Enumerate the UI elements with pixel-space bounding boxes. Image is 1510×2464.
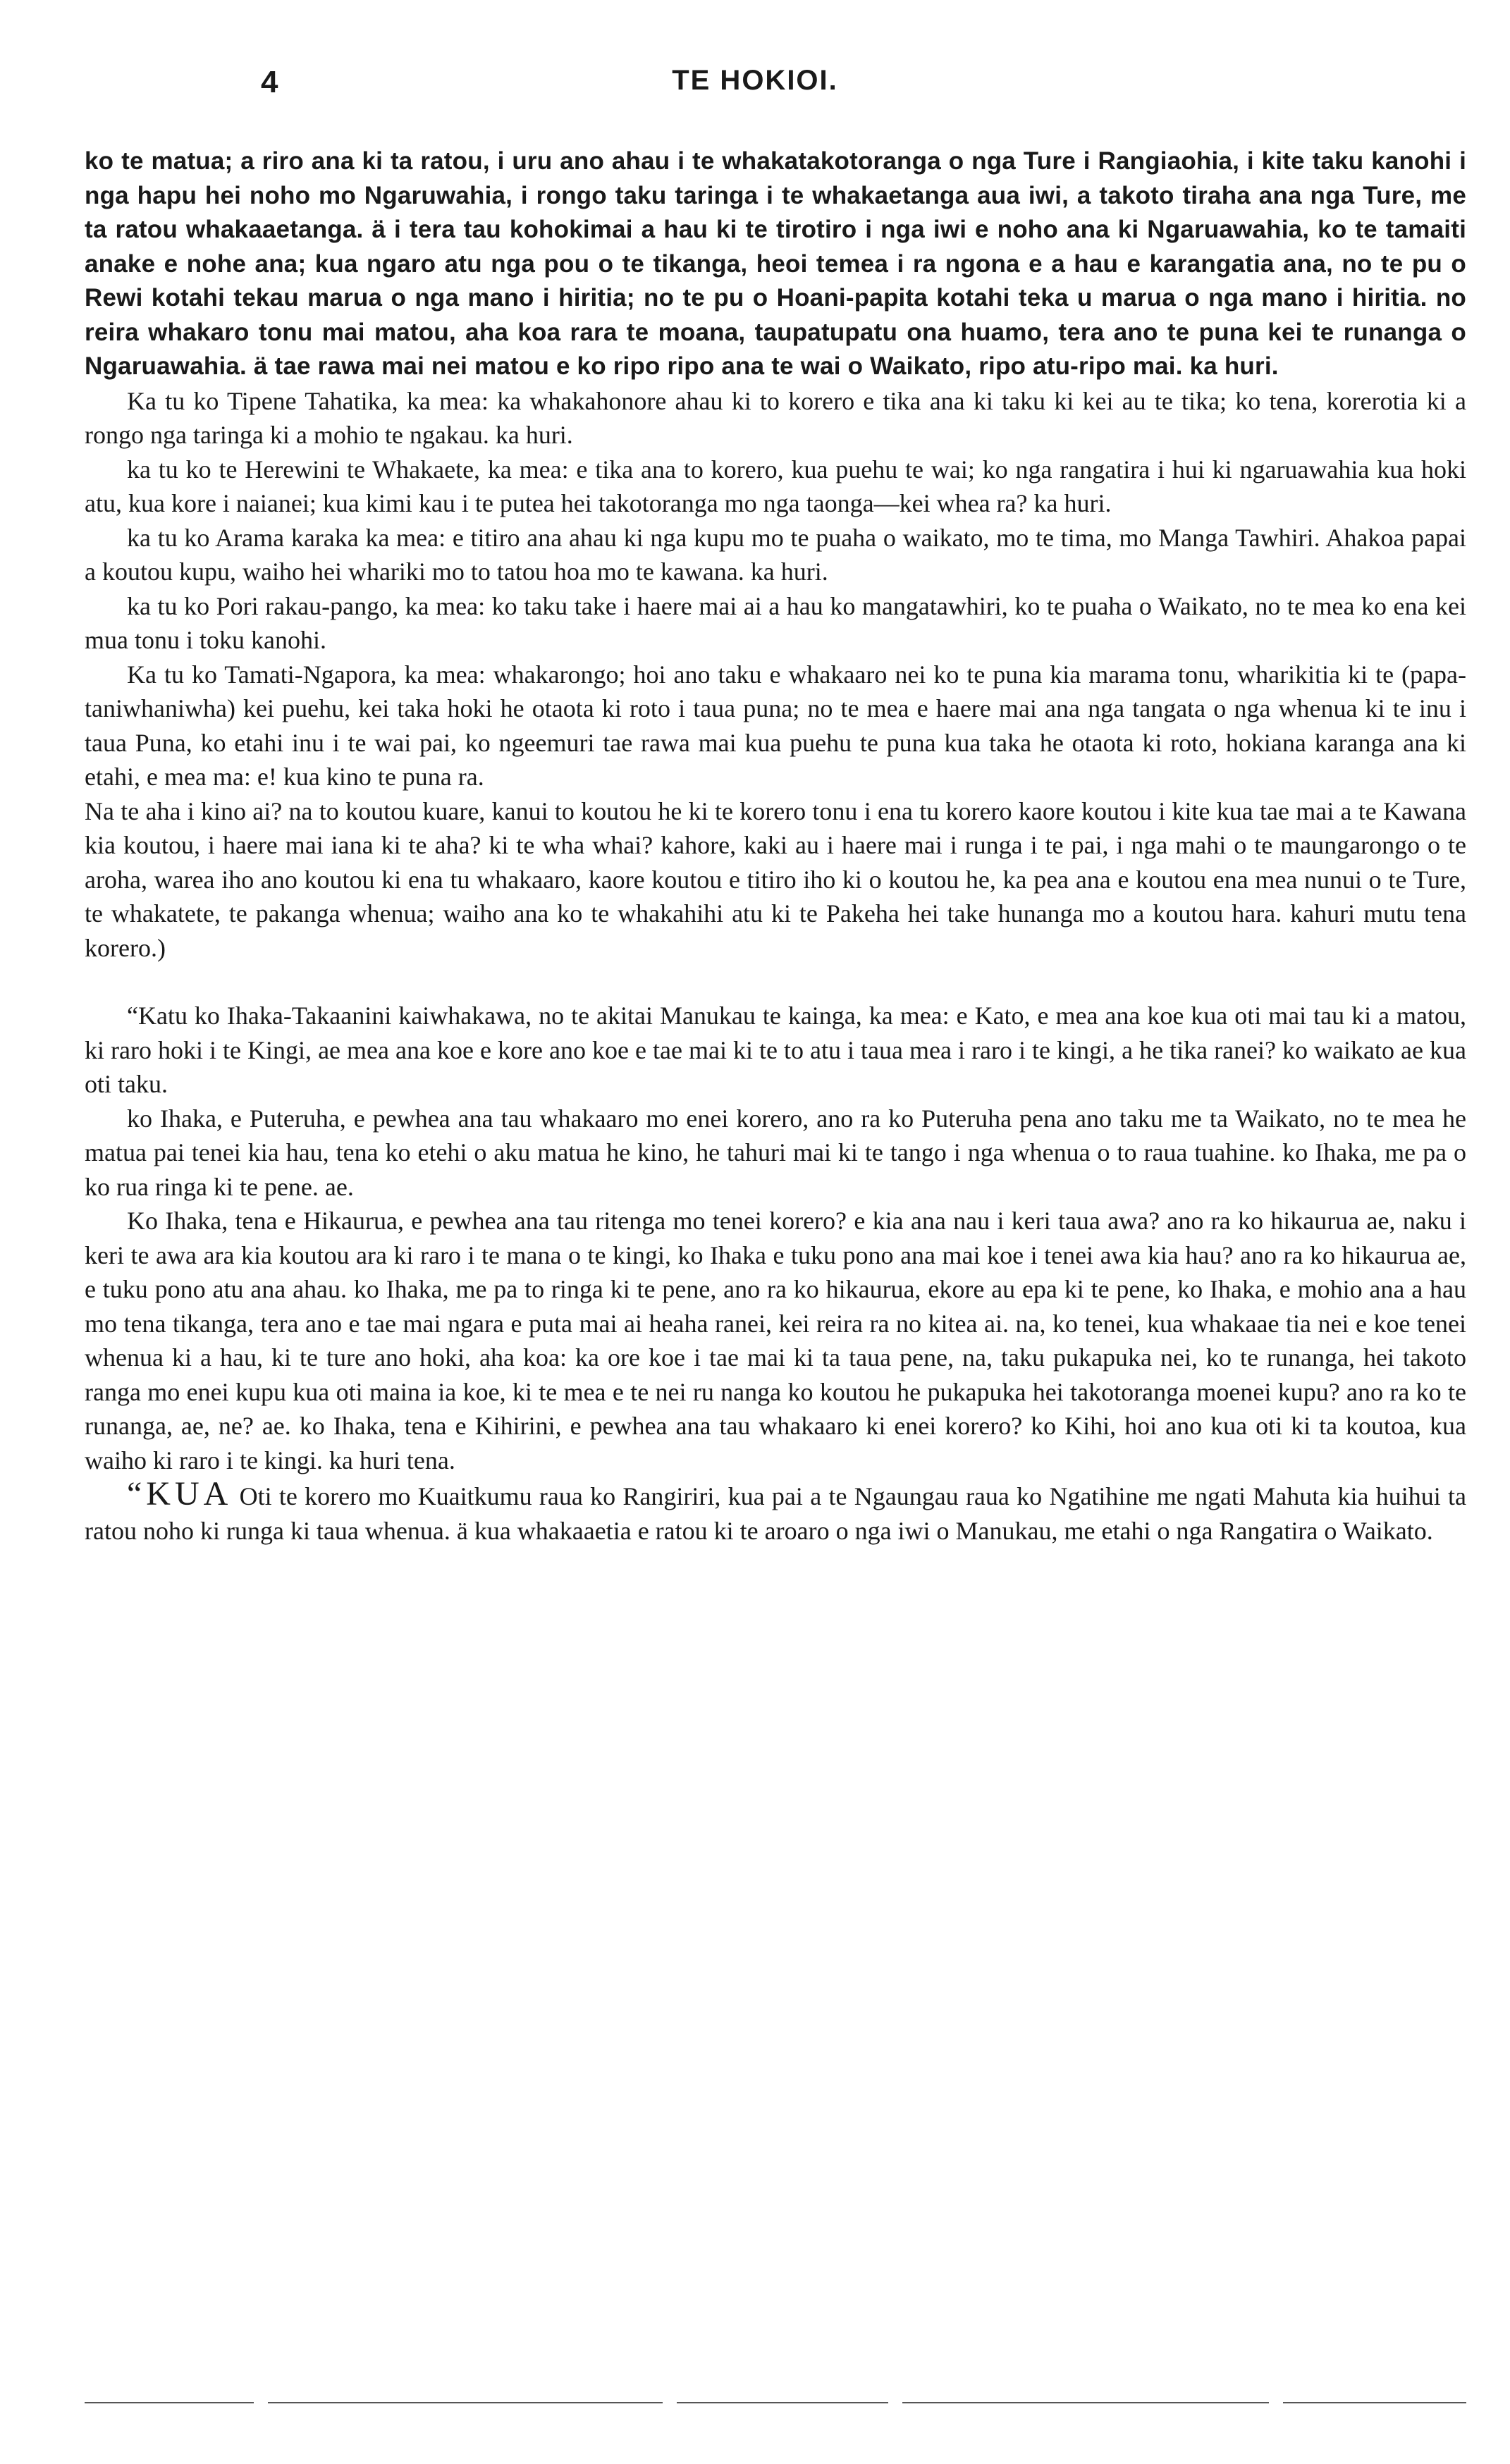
page-number: 4 [261,65,278,99]
paragraph [85,1477,1466,1548]
article-body [85,144,1466,1548]
paragraph: Na te aha i kino ai? na to koutou kuare, kanui to koutou he ki te korero tonu i ena tu korero kaore koutou i kite kua tae mai a te Kawana kia koutou, i haere mai iana ki te aha? ki te wha whai? kahore, kaki au i haere mai i runga i te pai, i nga mahi o te maungarongo o te aroha, warea iho ano koutou ki ena tu whakaaro, kaore koutou e titiro iho ki o koutou he, ka pea ana e koutou ena mea nunui o te Ture, te whakatete, te pakanga whenua; waiho ana ko te whakahihi atu ki te Pakeha hei take hunanga mo a koutou hara. kahuri mutu tena korero.) [85,796,1466,962]
paragraph-gap [85,965,1466,999]
paragraph: ka tu ko te Herewini te Whakaete, ka mea: e tika ana to korero, kua puehu te wai; ko nga rangatira i hui ki ngaruawahia kua hoki atu, kua kore i naianei; kua kimi kau i te putea hei takotoranga mo nga taonga—kei whea ra? ka huri. [85,455,1466,517]
paragraph: ka tu ko Arama karaka ka mea: e titiro ana ahau ki nga kupu mo te puaha o waikato, mo te tima, mo Manga Tawhiri. Ahakoa papai a koutou kupu, waiho hei whariki mo to tatou hoa mo te kawana. ka huri. [85,523,1466,586]
paragraph: “Katu ko Ihaka-Takaanini kaiwhakawa, no te akitai Manukau te kainga, ka mea: e Kato, e mea ana koe kua oti mai tau ki a matou, ki raro hoki i te Kingi, ae mea ana koe e kore ano koe e tae mai ki te to atu i taua mea i raro i te kingi, a he tika ranei? ko waikato ae kua oti taku. [85,1002,1466,1098]
paragraph: Ka tu ko Tipene Tahatika, ka mea: ka whakahonore ahau ki to korero e tika ana ki taku ki kei au te tika; ko tena, korerotia ki a rongo nga taringa ki a mohio te ngakau. ka huri. [85,386,1466,449]
paragraph: Ka tu ko Tamati-Ngapora, ka mea: whakarongo; hoi ano taku e whakaaro nei ko te puna kia marama tonu, wharikitia ki te (papa-taniwhaniwha) kei puehu, kei taka hoki he otaota ki roto i taua puna; no te mea e haere mai ana nga tangata o nga whenua ki te inu i taua Puna, ko etahi inu i te wai pai, ko ngeemuri tae rawa mai kua puehu te puna kua taka he otaota ki roto, hokiana karanga ana ki etahi, e mea ma: e! kua kino te puna ra. [85,660,1466,791]
paragraph-text: Oti te korero mo Kuaitkumu raua ko Rangiriri, kua pai a te Ngaungau raua ko Ngatihine me ngati Mahuta kia huihui ta ratou noho ki runga ki taua whenua. ä kua whakaaetia e ratou ki te aroaro o nga iwi o Manukau, me etahi o nga Rangatira o Waikato. [85,1482,1466,1545]
footer-rule [85,2402,1466,2405]
page-header [85,65,1425,107]
paragraph: Ko Ihaka, tena e Hikaurua, e pewhea ana tau ritenga mo tenei korero? e kia ana nau i keri taua awa? ano ra ko hikaurua ae, naku i keri te awa ara kia koutou ara ki raro i te mana o te kingi, ko Ihaka e tuku pono ana mai koe i tenei awa kia hau? ano ra ko hikaurua ae, e tuku pono atu ana ahau. ko Ihaka, me pa to ringa ki te pene, ano ra ko hikaurua, ekore au epa ki te pene, ko Ihaka, e mohio ana a hau mo tena tikanga, tera ano e tae mai ngara e puta mai ai heaha ranei, kei reira ra no kitea ai. na, ko tenei, kua whakaae tia nei e koe tenei whenua ki a hau, ki te ture ano hoki, aha koa: ka ore koe i tae mai ki ta taua pene, na, taku pukapuka nei, ko te runanga, hei takoto ranga mo enei kupu kua oti maina ia koe, ki te mea e te nei ru nanga ko koutou he pukapuka hei takotoranga moenei kupu? ano ra ko te runanga, ae, ne? ae. ko Ihaka, tena e Kihirini, e pewhea ana tau whakaaro ki enei korero? ko Kihi, hoi ano kua oti ki ta koutoa, kua waiho ki raro i te kingi. ka huri tena. [85,1207,1466,1474]
running-head-title: TE HOKIOI. [672,65,838,96]
paragraph: ko te matua; a riro ana ki ta ratou, i uru ano ahau i te whakatakotoranga o nga Ture i Rangiaohia, i kite taku kanohi i nga hapu hei noho mo Ngaruwahia, i rongo taku taringa i te whakaetanga aua iwi, a takoto tiraha ana nga Ture, me ta ratou whakaaetanga. ä i tera tau kohokimai a hau ki te tirotiro i nga iwi e noho ana ki Ngaruawahia, ko te tamaiti anake e nohe ana; kua ngaro atu nga pou o te tikanga, heoi temea i ra ngona e a hau e karangatia ana, no te pu o Rewi kotahi tekau marua o nga mano i hiritia; no te pu o Hoani-papita kotahi teka u marua o nga mano i hiritia. no reira whakaro tonu mai matou, aha koa rara te moana, taupatupatu ona huamo, tera ano te puna kei te runanga o Ngaruawahia. ä tae rawa mai nei matou e ko ripo ripo ana te wai o Waikato, ripo atu-ripo mai. ka huri. [85,147,1466,380]
paragraph: ka tu ko Pori rakau-pango, ka mea: ko taku take i haere mai ai a hau ko mangatawhiri, ko te puaha o Waikato, no te mea ko ena kei mua tonu i toku kanohi. [85,591,1466,654]
paragraph: ko Ihaka, e Puteruha, e pewhea ana tau whakaaro mo enei korero, ano ra ko Puteruha pena ano taku me ta Waikato, no te mea he matua pai tenei kia hau, tena ko etehi o aku matua he kino, he tahuri mai ki te tango i nga whenua o to raua tuahine. ko Ihaka, me pa o ko rua ringa ki te pene. ae. [85,1104,1466,1201]
dropcap-lead: “KUA [127,1475,233,1513]
